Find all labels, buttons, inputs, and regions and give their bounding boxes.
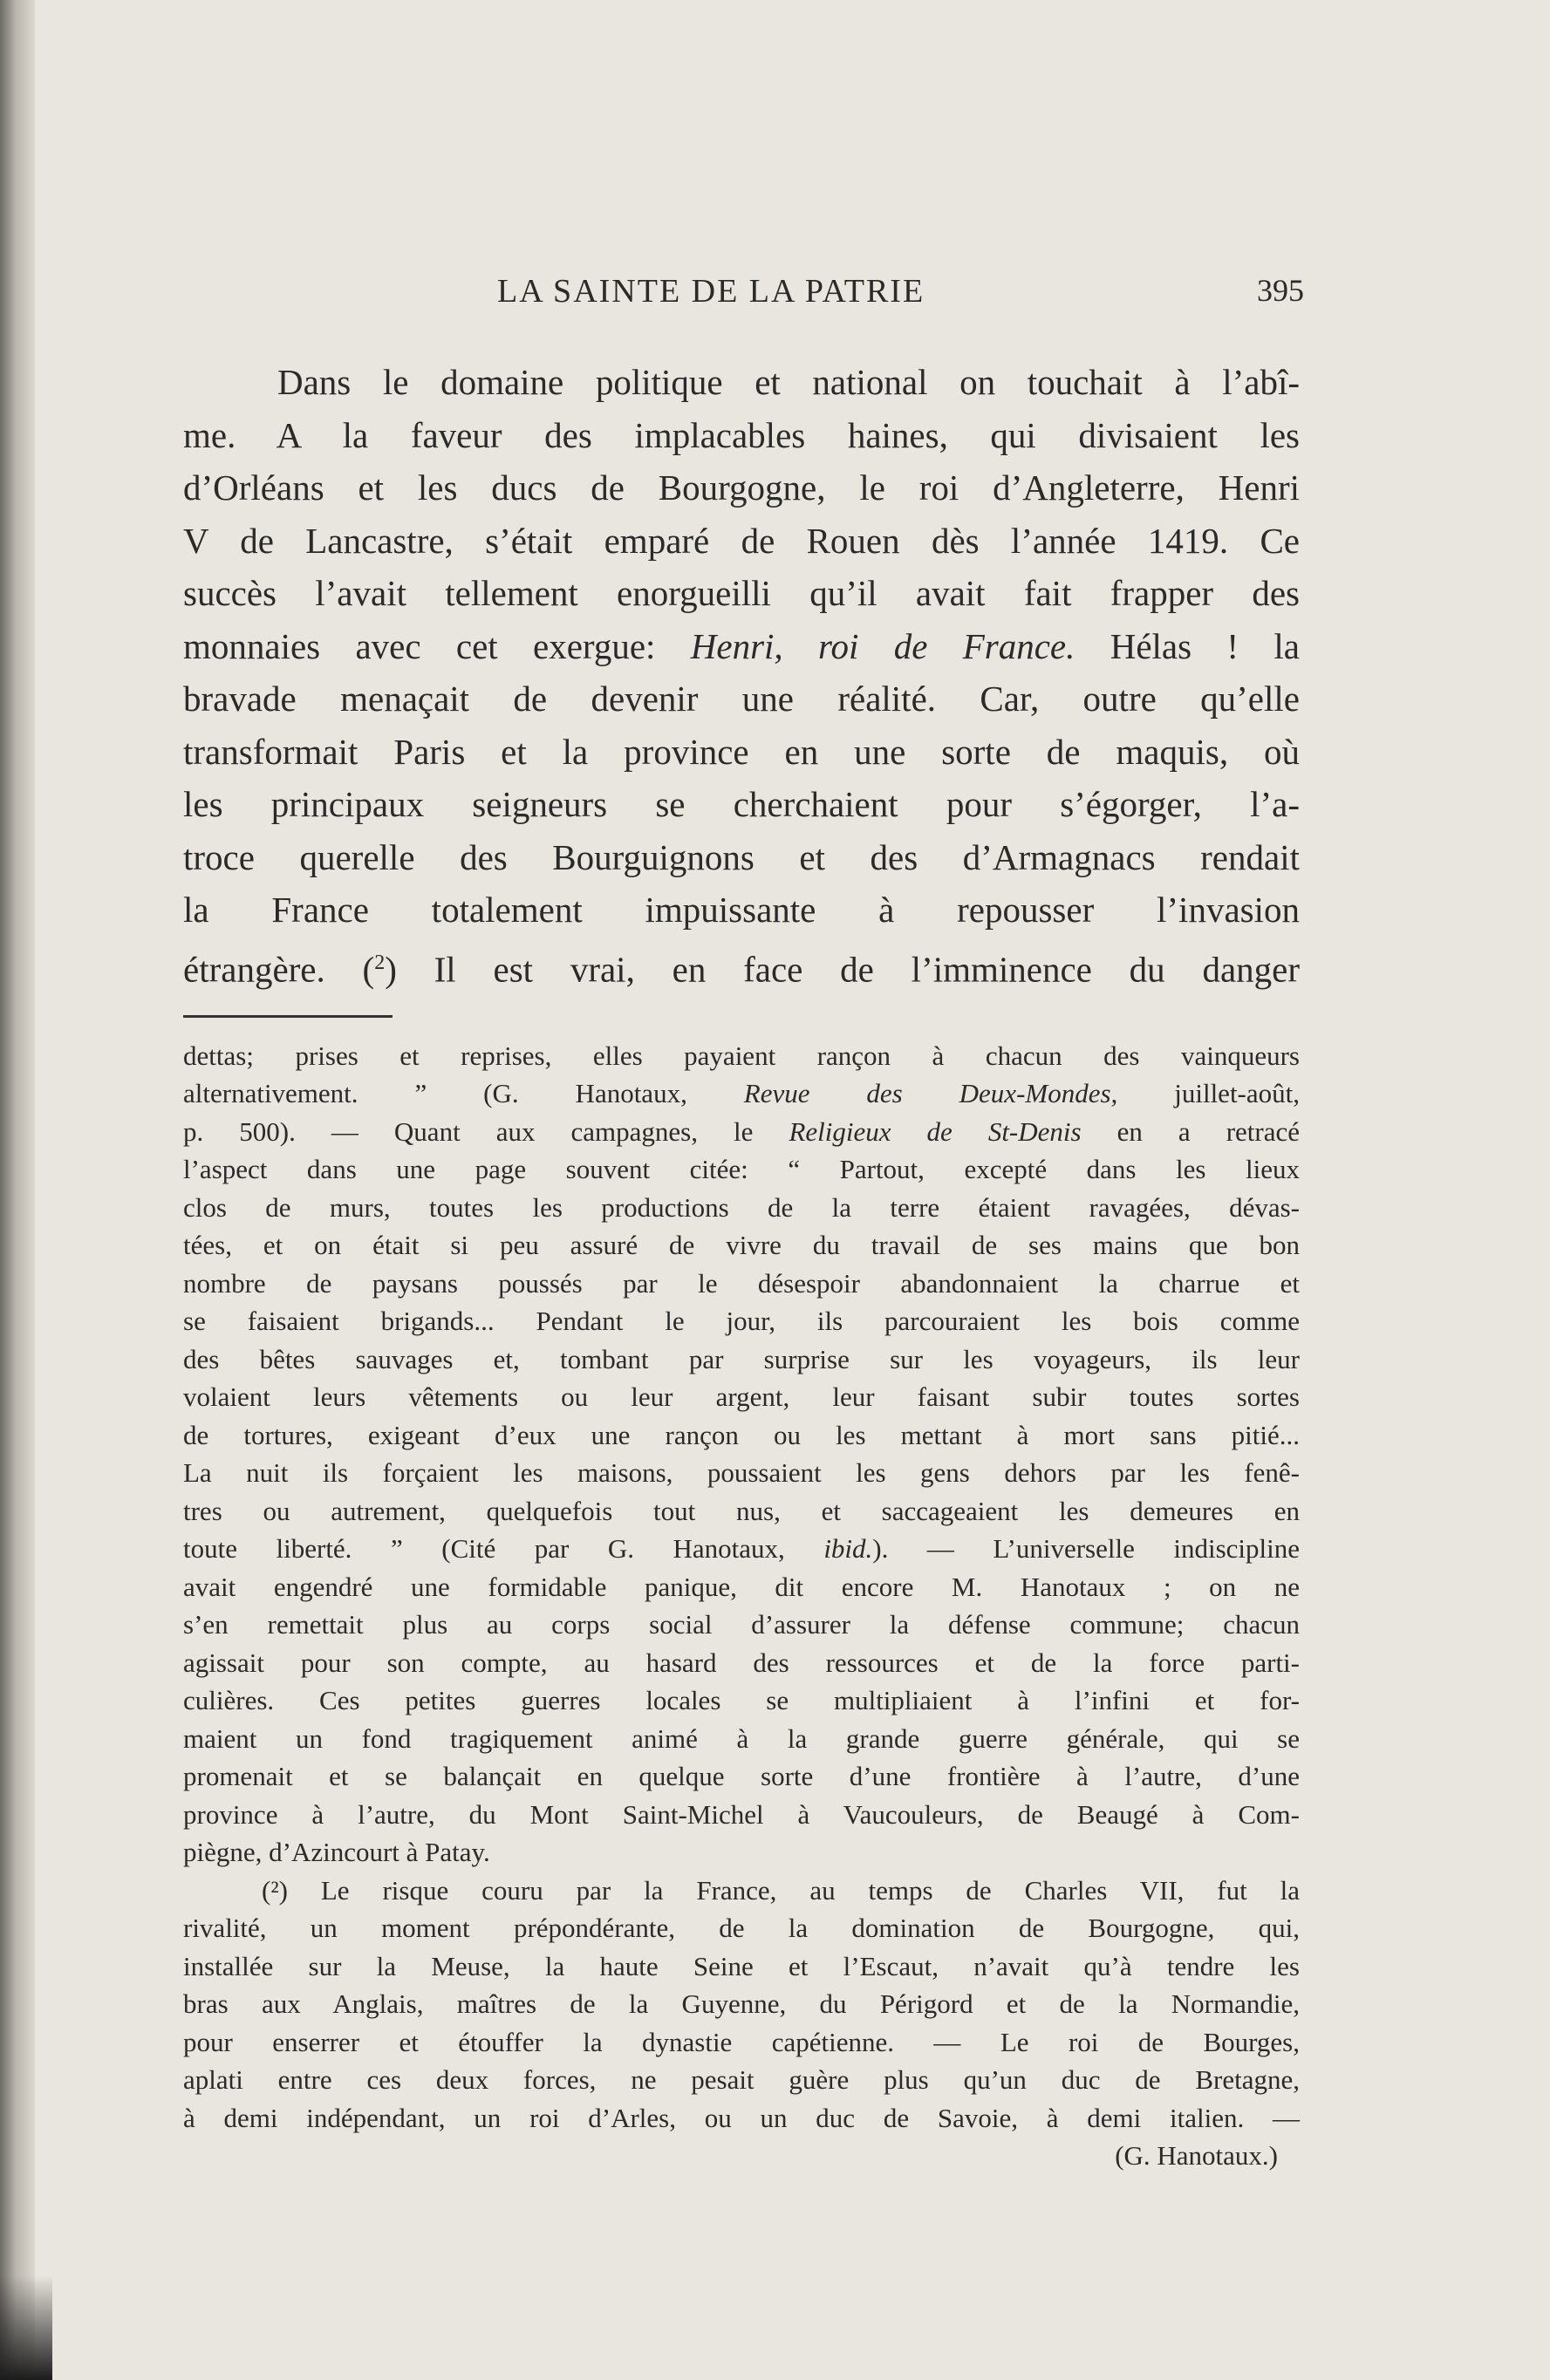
- footnote-line: se faisaient brigands... Pendant le jour, ils parcouraient les bois comme: [183, 1306, 1300, 1337]
- footnote-2-marker: (²): [262, 1874, 288, 1906]
- footnote-2-line: installée sur la Meuse, la haute Seine et l’Escaut, n’avait qu’à tendre les: [183, 1950, 1300, 1981]
- footnote-line: province à l’autre, du Mont Saint-Michel à Vaucouleurs, de Beaugé à Com-: [183, 1798, 1300, 1830]
- text-line: transformait Paris et la province en une sorte de maquis, où: [183, 731, 1300, 772]
- footnote-line: [183, 1530, 1300, 1568]
- text-segment: Le risque couru par la France, au temps de Charles VII, fut la: [320, 1874, 1300, 1906]
- italic-title: Revue des Deux-Mondes,: [743, 1078, 1118, 1109]
- footnote-line: promenait et se balançait en quelque sorte d’une frontière à l’autre, d’une: [183, 1761, 1300, 1792]
- footnote-line: [183, 1113, 1300, 1151]
- footnote-line: tres ou autrement, quelquefois tout nus, et saccageaient les demeures en: [183, 1495, 1300, 1526]
- text-segment: toute liberté. ” (Cité par G. Hanotaux,: [183, 1533, 785, 1565]
- footnote-line: avait engendré une formidable panique, dit encore M. Hanotaux ; on ne: [183, 1571, 1300, 1602]
- footnote-2-line: pour enserrer et étouffer la dynastie capétienne. — Le roi de Bourges,: [183, 2026, 1300, 2057]
- book-gutter-shadow: [0, 0, 35, 2380]
- footnote-ref: 2: [374, 951, 386, 974]
- footnote-line: agissait pour son compte, au hasard des ressources et de la force parti-: [183, 1647, 1300, 1678]
- footnote-line: volaient leurs vêtements ou leur argent, leur faisant subir toutes sortes: [183, 1381, 1300, 1413]
- footnote-2-line: bras aux Anglais, maîtres de la Guyenne, du Périgord et de la Normandie,: [183, 1988, 1300, 2020]
- footnote-line: culières. Ces petites guerres locales se multipliaient à l’infini et for-: [183, 1685, 1300, 1716]
- page-number: 395: [1257, 273, 1304, 308]
- italic-title: Religieux de St-Denis: [789, 1115, 1082, 1147]
- text-segment: p. 500). — Quant aux campagnes, le: [183, 1115, 754, 1147]
- text-line: la France totalement impuissante à repousser l’invasion: [183, 890, 1300, 930]
- text-segment: en a retracé: [1116, 1115, 1301, 1147]
- text-segment: Il est vrai, en face de l’imminence du danger: [434, 949, 1300, 990]
- footnote-2-line: [183, 1872, 1300, 1910]
- footnote-line: s’en remettait plus au corps social d’assurer la défense commune; chacun: [183, 1609, 1300, 1640]
- italic-exergue: Henri, roi de France.: [690, 625, 1075, 666]
- footnote-signature: (G. Hanotaux.): [1115, 2140, 1278, 2172]
- text-segment: alternativement. ” (G. Hanotaux,: [183, 1078, 687, 1109]
- text-line: d’Orléans et les ducs de Bourgogne, le roi d’Angleterre, Henri: [183, 467, 1300, 508]
- text-line: succès l’avait tellement enorgueilli qu’il avait fait frapper des: [183, 573, 1300, 613]
- book-page: [183, 253, 1304, 2175]
- footnote-2-line: à demi indépendant, un roi d’Arles, ou un duc de Savoie, à demi italien. —: [183, 2102, 1300, 2133]
- text-segment: Hélas ! la: [1110, 625, 1300, 666]
- text-segment: ). — L’universelle indiscipline: [872, 1533, 1300, 1565]
- text-line: V de Lancastre, s’était emparé de Rouen dès l’année 1419. Ce: [183, 520, 1300, 561]
- footnote-line: maient un fond tragiquement animé à la grande guerre générale, qui se: [183, 1722, 1300, 1754]
- text-line: Dans le domaine politique et national on touchait à l’abî-: [277, 362, 1300, 402]
- footnote-rule: [183, 1015, 393, 1018]
- footnote-line: [183, 1074, 1300, 1113]
- text-segment: juillet-août,: [1174, 1078, 1301, 1109]
- running-title: LA SAINTE DE LA PATRIE: [497, 273, 925, 310]
- text-segment: monnaies avec cet exergue:: [183, 625, 656, 666]
- footnote-line: des bêtes sauvages et, tombant par surprise sur les voyageurs, ils leur: [183, 1343, 1300, 1374]
- main-paragraph: [183, 356, 1300, 996]
- footnote-line: nombre de paysans poussés par le désespoir abandonnaient la charrue et: [183, 1267, 1300, 1299]
- text-line: me. A la faveur des implacables haines, qui divisaient les: [183, 414, 1300, 455]
- italic-ibid: ibid.: [823, 1533, 873, 1565]
- footnote-line: tées, et on était si peu assuré de vivre du travail de ses mains que bon: [183, 1230, 1300, 1261]
- text-line: [183, 620, 1300, 673]
- running-head: [183, 253, 1304, 310]
- text-segment: étrangère.: [183, 949, 325, 990]
- footnote-line: l’aspect dans une page souvent citée: “ Partout, excepté dans les lieux: [183, 1154, 1300, 1185]
- page-corner-shadow: [0, 2275, 52, 2380]
- footnotes: [183, 1037, 1300, 2175]
- footnote-2-line: rivalité, un moment prépondérante, de la domination de Bourgogne, qui,: [183, 1913, 1300, 1944]
- footnote-line: piègne, d’Azincourt à Patay.: [183, 1837, 490, 1868]
- text-line: bravade menaçait de devenir une réalité. Car, outre qu’elle: [183, 679, 1300, 719]
- footnote-2-line: aplati entre ces deux forces, ne pesait guère plus qu’un duc de Bretagne,: [183, 2064, 1300, 2096]
- text-line: étrangère. ($^2$) Il est vrai, en face de l’imminence du danger: [183, 949, 1300, 990]
- footnote-line: dettas; prises et reprises, elles payaient rançon à chacun des vainqueurs: [183, 1040, 1300, 1071]
- text-line: les principaux seigneurs se cherchaient pour s’égorger, l’a-: [183, 784, 1300, 824]
- text-line: troce querelle des Bourguignons et des d’Armagnacs rendait: [183, 836, 1300, 877]
- footnote-line: clos de murs, toutes les productions de la terre étaient ravagées, dévas-: [183, 1191, 1300, 1223]
- footnote-line: La nuit ils forçaient les maisons, poussaient les gens dehors par les fenê-: [183, 1457, 1300, 1489]
- footnote-line: de tortures, exigeant d’eux une rançon ou les mettant à mort sans pitié...: [183, 1419, 1300, 1450]
